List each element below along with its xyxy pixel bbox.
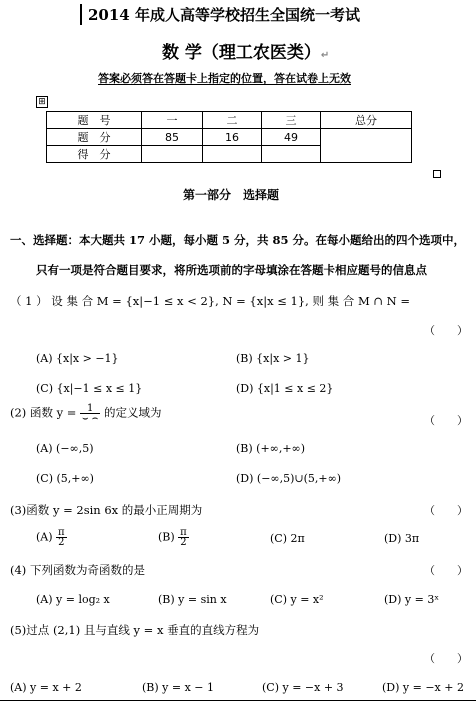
table-cell: 题 号: [47, 112, 142, 129]
question-3-option-c: (C) 2π: [270, 532, 305, 545]
question-4-option-a: (A) y = log₂ x: [36, 593, 110, 606]
question-2-stem: [10, 404, 162, 423]
question-3-option-a: [36, 528, 67, 547]
section-title: 第一部分 选择题: [183, 188, 280, 202]
exam-title: 2014 年成人高等学校招生全国统一考试: [80, 4, 360, 25]
option-b-fraction: [178, 528, 189, 547]
question-2-option-d: (D) (−∞,5)∪(5,+∞): [236, 472, 342, 485]
question-2-option-c: (C) (5,+∞): [36, 472, 94, 485]
question-4-option-d: (D) y = 3ˣ: [384, 593, 439, 606]
fraction-numerator: π: [58, 527, 65, 538]
subject-text: 数 学（理工农医类）: [162, 43, 321, 63]
table-cell: [203, 146, 262, 163]
fraction-numerator: 1: [80, 404, 100, 414]
question-5-answer-paren: （ ）: [424, 652, 468, 665]
table-cell: [262, 146, 321, 163]
question-1-option-b: (B) {x|x > 1}: [236, 352, 310, 365]
question-3-option-d: (D) 3π: [384, 532, 420, 545]
table-cell: 一: [142, 112, 203, 129]
question-3-answer-paren: （ ）: [424, 504, 468, 517]
question-1-option-d: (D) {x|1 ≤ x ≤ 2}: [236, 382, 334, 395]
question-2-option-a: (A) (−∞,5): [36, 442, 94, 455]
question-1-option-a: (A) {x|x > −1}: [36, 352, 119, 365]
table-cell: 16: [203, 129, 262, 146]
question-1-option-c: (C) {x|−1 ≤ x ≤ 1}: [36, 382, 143, 395]
question-1-answer-paren: （ ）: [424, 324, 468, 337]
instruction-line-1: 一、选择题：本大题共 17 小题，每小题 5 分，共 85 分。在每小题给出的四个选项中，: [10, 233, 466, 247]
option-letter: (A): [36, 530, 53, 544]
question-3-stem: (3)函数 y = 2sin 6x 的最小正周期为: [10, 503, 203, 517]
table-cell: [321, 129, 412, 163]
fraction-numerator: π: [180, 527, 187, 538]
fraction-denominator: 2: [58, 537, 65, 548]
table-cell: 题 分: [47, 129, 142, 146]
answer-instruction-note: 答案必须答在答题卡上指定的位置，答在试卷上无效: [98, 72, 351, 85]
table-move-handle-icon[interactable]: ⊞: [36, 96, 48, 108]
instruction-line-2: 只有一项是符合题目要求，将所选项前的字母填涂在答题卡相应题号的信息点: [36, 263, 427, 277]
question-4-option-b: (B) y = sin x: [158, 593, 227, 606]
question-1-stem: （ 1 ） 设 集 合 M = {x|−1 ≤ x < 2}, N = {x|x ≤ 1}, 则 集 合 M ∩ N =: [10, 294, 411, 308]
question-2-option-b: (B) (+∞,+∞): [236, 442, 306, 455]
table-cell: 总分: [321, 112, 412, 129]
paragraph-mark: ↵: [320, 50, 330, 61]
table-resize-handle[interactable]: [433, 170, 441, 178]
question-2-fraction: [80, 404, 100, 423]
table-row: [47, 129, 412, 146]
question-5-stem: (5)过点 (2,1) 且与直线 y = x 垂直的直线方程为: [10, 623, 260, 637]
question-2-stem-end: 的定义域为: [104, 405, 162, 420]
option-letter: (B): [158, 530, 175, 544]
table-cell: [142, 146, 203, 163]
fraction-denominator: ⌣ ⌢: [82, 413, 99, 424]
fraction-denominator: 2: [180, 537, 187, 548]
table-cell: 49: [262, 129, 321, 146]
question-3-option-b: [158, 528, 189, 547]
subject-heading: [162, 38, 329, 63]
table-cell: 得 分: [47, 146, 142, 163]
score-table: [46, 111, 412, 163]
question-4-option-c: (C) y = x²: [270, 593, 324, 606]
table-cell: 二: [203, 112, 262, 129]
question-5-option-d: (D) y = −x + 2: [382, 681, 464, 694]
question-2-stem-start: (2) 函数 y =: [10, 405, 77, 420]
table-cell: 三: [262, 112, 321, 129]
question-4-stem: (4) 下列函数为奇函数的是: [10, 563, 145, 577]
question-5-option-b: (B) y = x − 1: [142, 681, 214, 694]
question-5-option-c: (C) y = −x + 3: [262, 681, 344, 694]
question-4-answer-paren: （ ）: [424, 564, 468, 577]
page-bottom-rule: [0, 700, 476, 701]
question-5-option-a: (A) y = x + 2: [10, 681, 82, 694]
option-a-fraction: [56, 528, 67, 547]
table-cell: 85: [142, 129, 203, 146]
question-2-answer-paren: （ ）: [424, 414, 468, 427]
table-row: [47, 112, 412, 129]
